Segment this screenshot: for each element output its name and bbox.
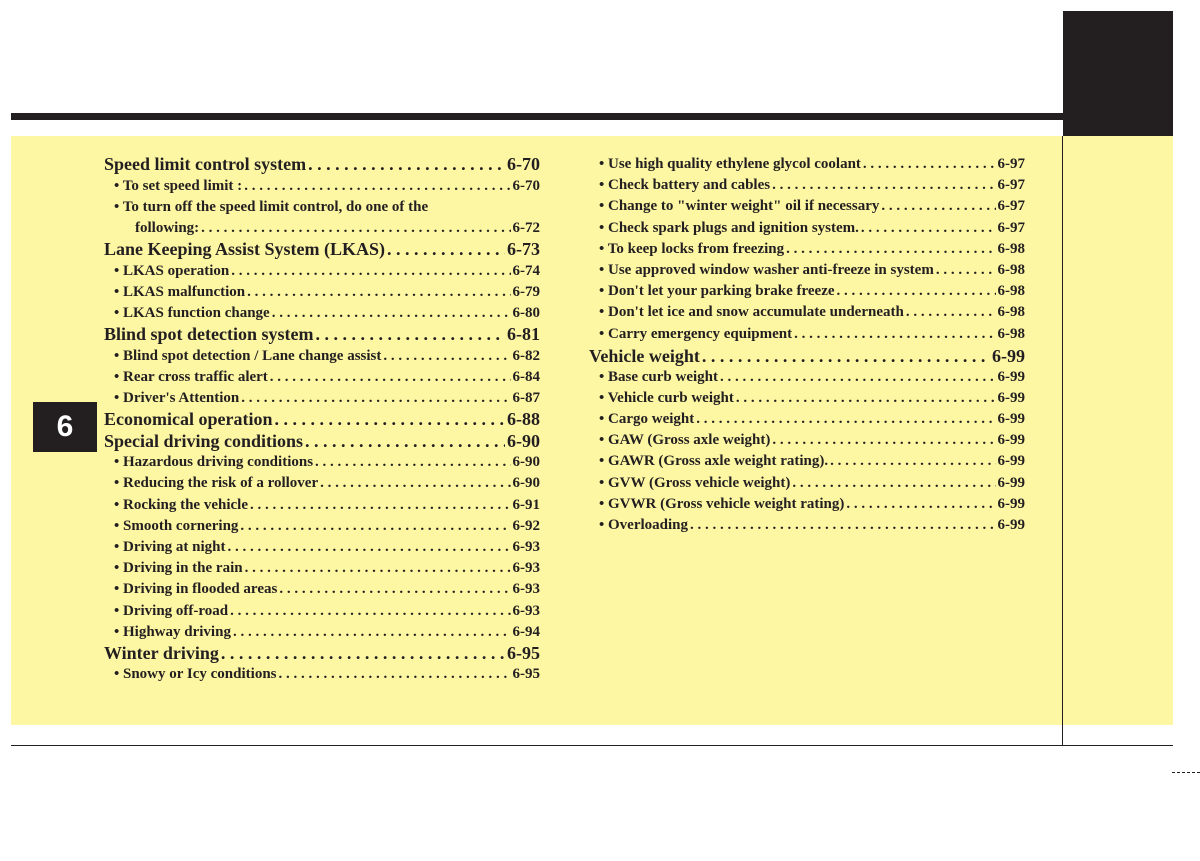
toc-entry-label: • Highway driving (114, 623, 231, 640)
toc-entry-page: 6-97 (997, 177, 1025, 194)
toc-dot-leader (245, 558, 511, 579)
toc-entry-page: 6-97 (997, 219, 1025, 236)
toc-entry-label: • Check battery and cables (599, 177, 771, 194)
toc-dot-leader (233, 622, 511, 643)
toc-entry-page: 6-90 (512, 454, 540, 471)
toc-entry-page: 6-70 (507, 154, 540, 174)
toc-subsection-entry[interactable] (104, 558, 540, 579)
toc-entry-label: • Smooth cornering (114, 517, 239, 534)
toc-subsection-entry[interactable] (589, 218, 1025, 239)
toc-entry-page: 6-74 (512, 262, 540, 279)
toc-dot-leader (315, 452, 510, 473)
toc-subsection-entry[interactable] (104, 346, 540, 367)
toc-dot-leader (863, 154, 996, 175)
toc-dot-leader (736, 388, 996, 409)
toc-entry-page: 6-99 (997, 411, 1025, 428)
toc-entry-page: 6-90 (507, 430, 540, 451)
toc-dot-leader (387, 239, 505, 261)
toc-dot-leader (690, 515, 995, 536)
toc-subsection-entry[interactable] (104, 495, 540, 516)
toc-dot-leader (906, 302, 996, 323)
toc-subsection-entry[interactable] (104, 282, 540, 303)
toc-section-entry[interactable] (104, 239, 540, 261)
toc-entry-page: 6-93 (512, 581, 540, 598)
toc-dot-leader (201, 218, 510, 239)
toc-entry-label: Lane Keeping Assist System (LKAS) (104, 239, 386, 260)
toc-entry-label: • To keep locks from freezing (599, 240, 785, 257)
toc-entry-page: 6-98 (997, 304, 1025, 321)
toc-section-entry[interactable] (104, 431, 540, 453)
toc-entry-label: • GAWR (Gross axle weight rating). (599, 453, 829, 470)
toc-section-entry[interactable] (589, 345, 1025, 367)
toc-entry-page: 6-93 (512, 538, 540, 555)
toc-dot-leader (720, 367, 996, 388)
toc-subsection-entry[interactable] (589, 154, 1025, 175)
toc-dot-leader (221, 643, 505, 665)
toc-dot-leader (316, 324, 505, 346)
toc-dot-leader (830, 451, 995, 472)
toc-entry-label: • Base curb weight (599, 368, 718, 385)
toc-entry-label: • Carry emergency equipment (599, 325, 793, 342)
toc-entry-label: following: (135, 219, 200, 236)
toc-entry-label: • Use approved window washer anti-freeze in system (599, 261, 934, 278)
toc-dot-leader (272, 303, 511, 324)
toc-dot-leader (244, 176, 510, 197)
header-rule (11, 113, 1063, 120)
toc-entry-label: • GVWR (Gross vehicle weight rating) (599, 495, 845, 512)
toc-dot-leader (786, 239, 995, 260)
corner-block (1063, 11, 1173, 136)
toc-subsection-entry[interactable] (104, 601, 540, 622)
toc-entry-page: 6-99 (997, 495, 1025, 512)
toc-subsection-entry[interactable] (589, 494, 1025, 515)
toc-subsection-entry[interactable] (589, 175, 1025, 196)
toc-dot-leader (881, 196, 995, 217)
toc-entry-page: 6-99 (997, 368, 1025, 385)
page-edge-dashes (1172, 772, 1200, 773)
toc-subsection-entry[interactable] (104, 218, 540, 239)
toc-dot-leader (230, 601, 510, 622)
toc-subsection-entry[interactable] (589, 302, 1025, 323)
toc-subsection-entry[interactable] (104, 303, 540, 324)
toc-subsection-entry[interactable] (589, 473, 1025, 494)
toc-entry-page: 6-93 (512, 560, 540, 577)
toc-entry-label: • LKAS operation (114, 262, 230, 279)
toc-entry-page: 6-92 (512, 517, 540, 534)
toc-entry-label: • Blind spot detection / Lane change assist (114, 347, 382, 364)
toc-entry-page: 6-98 (997, 325, 1025, 342)
toc-entry-page: 6-80 (512, 304, 540, 321)
margin-rule (1062, 136, 1063, 746)
toc-entry-page: 6-87 (512, 390, 540, 406)
toc-entry-label: • Rear cross traffic alert (114, 368, 268, 385)
toc-entry-label: • LKAS function change (114, 304, 270, 321)
toc-entry-label: Winter driving (104, 642, 219, 663)
toc-entry-label: • Change to "winter weight" oil if necessary (599, 198, 880, 215)
toc-entry-page: 6-95 (512, 666, 540, 683)
toc-entry-label: • Snowy or Icy conditions (114, 666, 277, 683)
toc-subsection-entry[interactable] (104, 537, 540, 558)
toc-dot-leader (275, 409, 506, 431)
toc-entry-label: • Driving in flooded areas (114, 581, 278, 598)
toc-subsection-entry[interactable] (104, 261, 540, 282)
toc-dot-leader (846, 494, 995, 515)
toc-entry-label: • Vehicle curb weight (599, 389, 734, 406)
toc-dot-leader (250, 495, 511, 516)
toc-subsection-entry[interactable] (104, 622, 540, 643)
toc-entry-label: • Rocking the vehicle (114, 496, 248, 513)
chapter-number: 6 (56, 410, 74, 443)
toc-subsection-entry[interactable] (589, 515, 1025, 536)
toc-entry-label: • Driver's Attention (114, 390, 240, 406)
toc-section-entry[interactable] (104, 324, 540, 346)
toc-entry-label: • Cargo weight (599, 411, 695, 428)
toc-dot-leader (936, 260, 996, 281)
toc-entry-page: 6-72 (512, 219, 540, 236)
toc-section-entry[interactable] (104, 154, 540, 176)
toc-entry-label: • Check spark plugs and ignition system. (599, 219, 859, 236)
toc-entry-label: • Don't let your parking brake freeze (599, 283, 835, 300)
toc-dot-leader (792, 473, 995, 494)
toc-entry-label: • Driving in the rain (114, 560, 243, 577)
toc-entry-page: 6-99 (997, 432, 1025, 449)
toc-entry-page: 6-93 (512, 602, 540, 619)
toc-dot-leader (247, 282, 510, 303)
toc-subsection-entry[interactable] (589, 281, 1025, 302)
toc-dot-leader (231, 261, 510, 282)
toc-entry-page: 6-95 (507, 642, 540, 663)
toc-subsection-entry[interactable] (589, 196, 1025, 217)
toc-dot-leader (383, 346, 510, 367)
toc-entry-label: • GVW (Gross vehicle weight) (599, 474, 791, 491)
toc-dot-leader (228, 537, 511, 558)
toc-entry-page: 6-79 (512, 283, 540, 300)
toc-subsection-entry[interactable] (104, 473, 540, 494)
toc-dot-leader (702, 345, 990, 367)
toc-entry-label: Blind spot detection system (104, 324, 314, 345)
toc-dot-leader (308, 154, 505, 176)
toc-subsection-entry[interactable] (589, 430, 1025, 451)
toc-entry-page: 6-82 (512, 347, 540, 364)
toc-subsection-entry[interactable] (104, 388, 540, 409)
toc-subsection-entry[interactable] (104, 176, 540, 197)
toc-entry-page: 6-98 (997, 240, 1025, 257)
toc-entry-label: • Overloading (599, 517, 689, 533)
toc-entry-label: Speed limit control system (104, 154, 307, 174)
toc-dot-leader (837, 281, 996, 302)
toc-entry-page: 6-97 (997, 198, 1025, 215)
toc-entry-page: 6-97 (997, 156, 1025, 172)
toc-entry-page: 6-70 (512, 177, 540, 194)
toc-entry-page: 6-84 (512, 368, 540, 385)
toc-entry-page: 6-99 (997, 453, 1025, 470)
toc-dot-leader (794, 324, 995, 345)
toc-entry-label: • To turn off the speed limit control, do one of the (114, 198, 429, 215)
toc-entry-label: • Driving at night (114, 538, 226, 555)
toc-entry-label: Special driving conditions (104, 430, 304, 451)
toc-entry-page: 6-94 (512, 623, 540, 640)
toc-entry-label: Economical operation (104, 409, 273, 430)
toc-entry-label: • To set speed limit : (114, 177, 243, 194)
toc-dot-leader (772, 430, 995, 451)
toc-subsection-entry[interactable] (589, 367, 1025, 388)
toc-subsection-entry[interactable] (104, 197, 540, 218)
toc-entry-page: 6-88 (507, 409, 540, 430)
toc-entry-page: 6-99 (997, 517, 1025, 533)
toc-subsection-entry[interactable] (104, 516, 540, 537)
toc-entry-label: • Hazardous driving conditions (114, 454, 314, 471)
toc-entry-page: 6-99 (997, 474, 1025, 491)
toc-subsection-entry[interactable] (104, 452, 540, 473)
toc-dot-leader (241, 388, 510, 409)
toc-entry-page: 6-73 (507, 239, 540, 260)
toc-dot-leader (240, 516, 510, 537)
toc-dot-leader (305, 431, 505, 453)
footer-rule (11, 745, 1173, 746)
toc-section-entry[interactable] (104, 643, 540, 665)
toc-subsection-entry[interactable] (104, 579, 540, 600)
toc-dot-leader (279, 579, 510, 600)
toc-subsection-entry[interactable] (589, 451, 1025, 472)
toc-subsection-entry[interactable] (589, 239, 1025, 260)
toc-subsection-entry[interactable] (589, 260, 1025, 281)
toc-entry-label: • Use high quality ethylene glycol coolant (599, 156, 861, 172)
toc-entry-page: 6-90 (512, 475, 540, 492)
toc-dot-leader (861, 218, 996, 239)
toc-subsection-entry[interactable] (104, 664, 540, 685)
toc-section-entry[interactable] (104, 409, 540, 431)
toc-subsection-entry[interactable] (589, 409, 1025, 430)
toc-entry-page: 6-99 (992, 345, 1025, 366)
chapter-tab[interactable] (33, 402, 97, 452)
toc-subsection-entry[interactable] (104, 367, 540, 388)
toc-column-left (104, 154, 540, 686)
toc-entry-page: 6-98 (997, 283, 1025, 300)
toc-entry-label: • Reducing the risk of a rollover (114, 475, 319, 492)
toc-subsection-entry[interactable] (589, 324, 1025, 345)
toc-dot-leader (270, 367, 511, 388)
toc-entry-label: • Don't let ice and snow accumulate underneath (599, 304, 904, 321)
toc-entry-page: 6-91 (512, 496, 540, 513)
toc-dot-leader (696, 409, 995, 430)
toc-entry-page: 6-81 (507, 324, 540, 345)
toc-entry-page: 6-98 (997, 261, 1025, 278)
toc-subsection-entry[interactable] (589, 388, 1025, 409)
toc-entry-page: 6-99 (997, 389, 1025, 406)
toc-entry-label: • GAW (Gross axle weight) (599, 432, 771, 449)
toc-column-right (589, 154, 1025, 536)
toc-entry-label: Vehicle weight (589, 345, 700, 366)
toc-dot-leader (320, 473, 510, 494)
toc-entry-label: • Driving off-road (114, 602, 229, 619)
toc-entry-label: • LKAS malfunction (114, 283, 246, 300)
toc-dot-leader (772, 175, 995, 196)
toc-dot-leader (279, 664, 511, 685)
